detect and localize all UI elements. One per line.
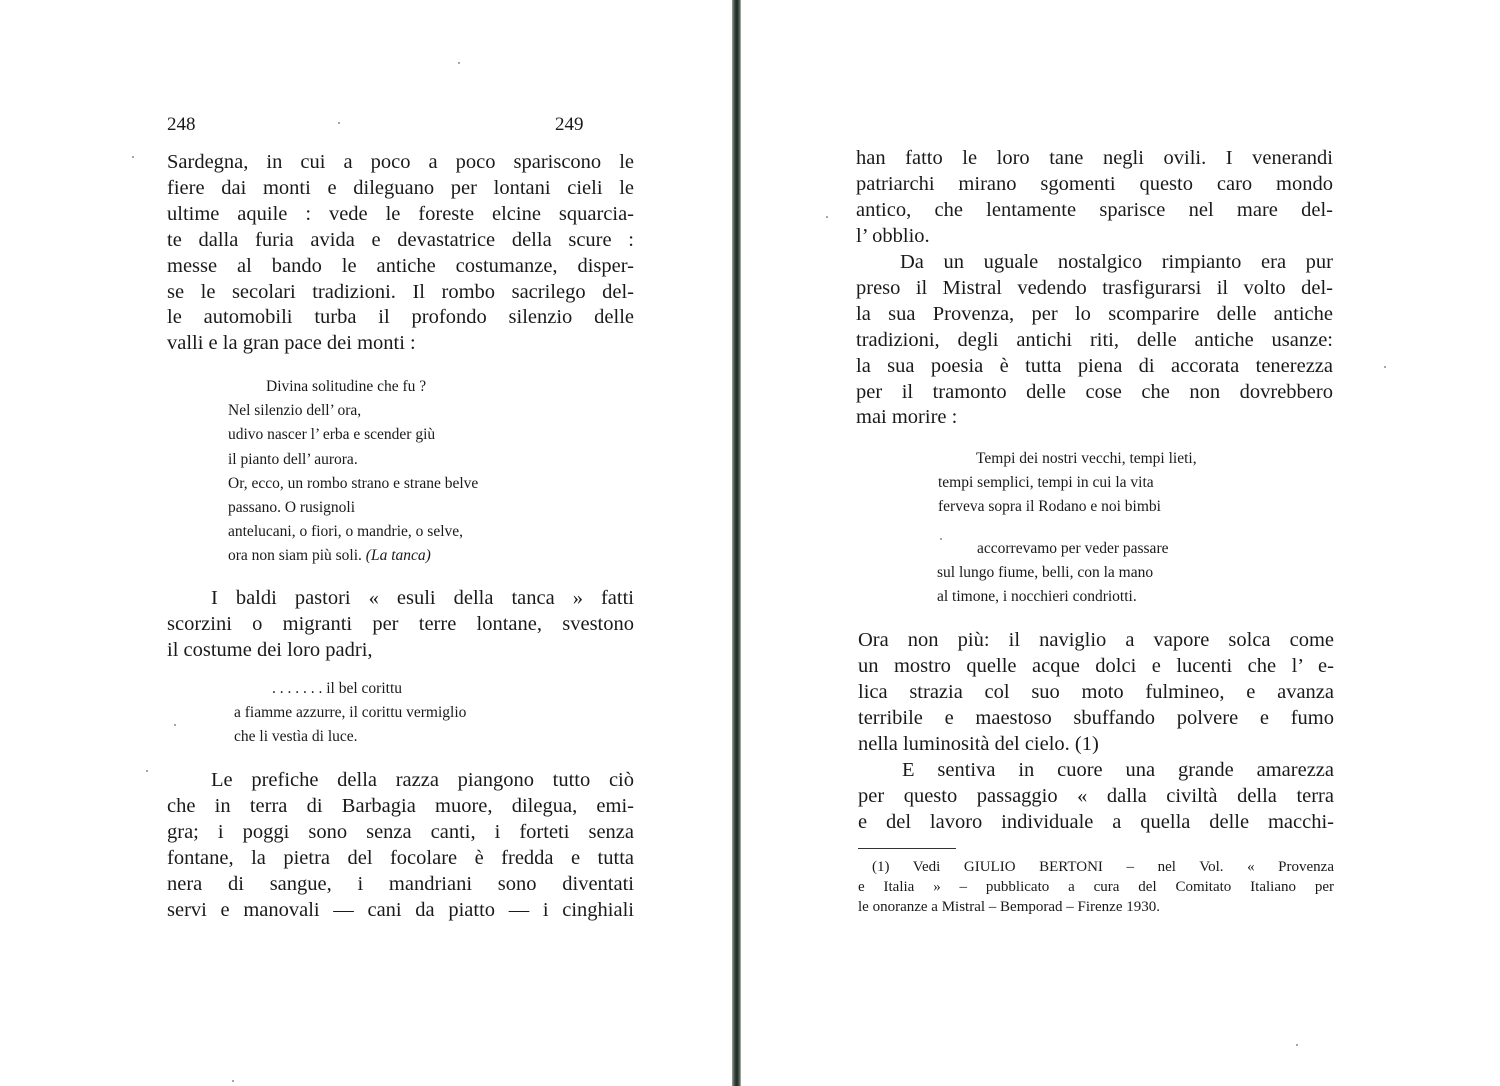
scan-speck xyxy=(940,538,942,540)
right-verse-2 xyxy=(937,537,1168,610)
right-paragraph-4 xyxy=(858,758,1334,836)
text-line: terribile e maestoso sbuffando polvere e fumo xyxy=(858,706,1334,729)
text-line: te dalla furia avida e devastatrice della scure : xyxy=(167,228,634,251)
scan-speck xyxy=(338,122,340,124)
right-paragraph-3 xyxy=(858,628,1334,758)
scan-speck xyxy=(146,770,148,772)
text-line: valli e la gran pace dei monti : xyxy=(167,332,416,355)
left-paragraph-3 xyxy=(167,768,634,923)
text-line: ultime aquile : vede le foreste elcine squarcia- xyxy=(167,202,634,225)
verse-line: udivo nascer l’ erba e scender giù xyxy=(228,426,436,444)
verse-line: . . . . . . . il bel corittu xyxy=(272,680,403,697)
text-line: tradizioni, degli antichi riti, delle antiche usanze: xyxy=(856,328,1333,351)
text-line: il costume dei loro padri, xyxy=(167,638,373,661)
text-line: lica strazia col suo moto fulmineo, e avanza xyxy=(858,680,1334,703)
text-line: servi e manovali — cani da piatto — i cinghiali xyxy=(167,898,634,921)
footnote-line: e Italia » – pubblicato a cura del Comitato Italiano per xyxy=(858,879,1334,895)
verse-line: tempi semplici, tempi in cui la vita xyxy=(938,474,1154,492)
text-line: per il tramonto delle cose che non dovrebbero xyxy=(856,380,1333,403)
page-number-left: 248 xyxy=(167,114,196,135)
text-line: Da un uguale nostalgico rimpianto era pur xyxy=(900,251,1333,273)
scan-speck xyxy=(1296,1044,1298,1046)
text-line: e del lavoro individuale a quella delle macchi- xyxy=(858,810,1334,833)
footnote-rule xyxy=(858,848,956,849)
text-line: per questo passaggio « dalla civiltà della terra xyxy=(858,784,1334,807)
text-line: un mostro quelle acque dolci e lucenti che l’ e- xyxy=(858,654,1334,677)
verse-line-text: ora non siam più soli. xyxy=(228,547,362,565)
book-gutter xyxy=(732,0,741,1086)
text-line: han fatto le loro tane negli ovili. I venerandi xyxy=(856,147,1333,169)
left-paragraph-1 xyxy=(167,150,634,357)
verse-line: passano. O rusignoli xyxy=(228,499,356,517)
right-verse-1 xyxy=(938,447,1197,520)
verse-line xyxy=(228,544,478,568)
text-line: scorzini o migranti per terre lontane, svestono xyxy=(167,612,634,635)
text-line: le automobili turba il profondo silenzio delle xyxy=(167,306,634,329)
text-line: I baldi pastori « esuli della tanca » fatti xyxy=(211,587,634,609)
text-line: gra; i poggi sono senza canti, i forteti senza xyxy=(167,820,634,843)
verse-line: Divina solitudine che fu ? xyxy=(266,378,427,395)
text-line: fiere dai monti e dileguano per lontani cieli le xyxy=(167,176,634,199)
verse-line: ferveva sopra il Rodano e noi bimbi xyxy=(938,498,1161,516)
text-line: l’ obblio. xyxy=(856,224,930,247)
scan-speck xyxy=(232,1080,234,1082)
verse-line: al timone, i nocchieri condriotti. xyxy=(937,588,1137,606)
verse-line: a fiamme azzurre, il corittu vermiglio xyxy=(234,704,467,722)
text-line: se le secolari tradizioni. Il rombo sacrilego del- xyxy=(167,280,634,303)
footnote xyxy=(858,857,1334,917)
text-line: nella luminosità del cielo. (1) xyxy=(858,732,1099,755)
left-paragraph-2 xyxy=(167,586,634,664)
verse-line: Tempi dei nostri vecchi, tempi lieti, xyxy=(976,450,1197,467)
text-line: messe al bando le antiche costumanze, disper- xyxy=(167,254,634,277)
right-page xyxy=(555,0,1500,1086)
scan-speck xyxy=(458,62,460,64)
text-line: Le prefiche della razza piangono tutto ciò xyxy=(211,769,634,791)
scan-speck xyxy=(132,156,134,158)
scan-speck xyxy=(826,216,828,218)
verse-citation: (La tanca) xyxy=(365,547,431,565)
verse-line: che li vestìa di luce. xyxy=(234,728,358,746)
right-paragraph-1 xyxy=(856,146,1333,250)
footnote-line: le onoranze a Mistral – Bemporad – Firenze 1930. xyxy=(858,899,1160,915)
text-line: antico, che lentamente sparisce nel mare del- xyxy=(856,198,1333,221)
verse-line: Nel silenzio dell’ ora, xyxy=(228,402,362,420)
text-line: patriarchi mirano sgomenti questo caro mondo xyxy=(856,172,1333,195)
text-line: la sua Provenza, per lo scomparire delle antiche xyxy=(856,302,1333,325)
page-number-right: 249 xyxy=(555,114,584,135)
scan-speck xyxy=(174,724,176,726)
text-line: Sardegna, in cui a poco a poco spariscono le xyxy=(167,151,634,173)
text-line: Ora non più: il naviglio a vapore solca come xyxy=(858,629,1334,651)
text-line: fontane, la pietra del focolare è fredda e tutta xyxy=(167,846,634,869)
right-paragraph-2 xyxy=(856,250,1333,431)
footnote-line: (1) Vedi GIULIO BERTONI – nel Vol. « Provenza xyxy=(872,859,1334,875)
left-page xyxy=(0,0,732,1086)
text-line: che in terra di Barbagia muore, dilegua, emi- xyxy=(167,794,634,817)
text-line: preso il Mistral vedendo trasfigurarsi il volto del- xyxy=(856,276,1333,299)
text-line: E sentiva in cuore una grande amarezza xyxy=(902,759,1334,781)
left-verse-1 xyxy=(228,375,478,569)
left-verse-2 xyxy=(234,677,466,750)
text-line: mai morire : xyxy=(856,406,958,429)
scan-speck xyxy=(1384,366,1386,368)
verse-line: sul lungo fiume, belli, con la mano xyxy=(937,564,1154,582)
verse-line: il pianto dell’ aurora. xyxy=(228,450,358,468)
text-line: la sua poesia è tutta piena di accorata tenerezza xyxy=(856,354,1333,377)
text-line: nera di sangue, i mandriani sono diventati xyxy=(167,872,634,895)
verse-line: antelucani, o fiori, o mandrie, o selve, xyxy=(228,523,464,541)
verse-line: accorrevamo per veder passare xyxy=(977,540,1169,557)
verse-line: Or, ecco, un rombo strano e strane belve xyxy=(228,474,479,492)
